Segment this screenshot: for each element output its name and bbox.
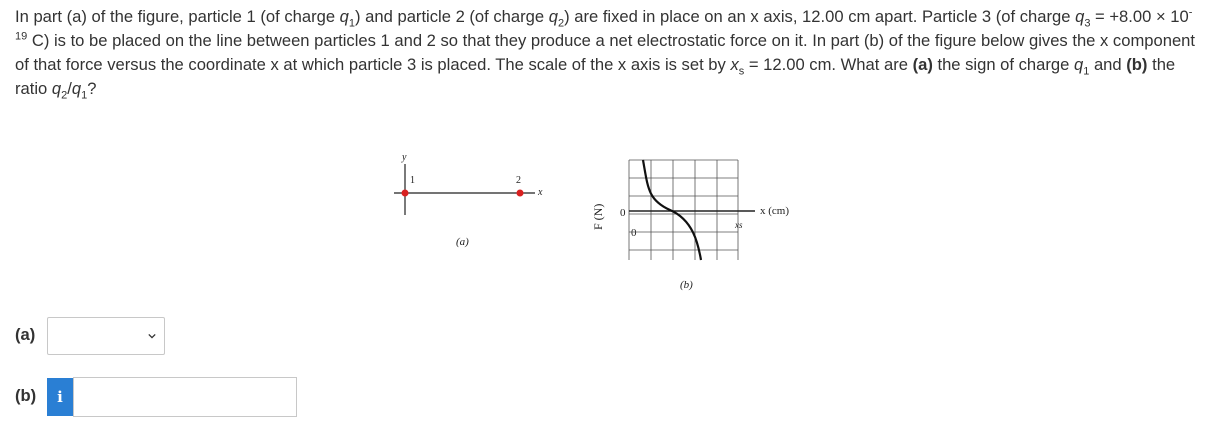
particle-1-label: 1: [410, 175, 415, 186]
caption-a: (a): [456, 236, 469, 248]
xs-label: xs: [735, 220, 743, 230]
axis-y-label: y: [402, 152, 407, 163]
sign-select[interactable]: [47, 317, 165, 355]
particle-2: [517, 190, 524, 197]
figure-a: [394, 152, 543, 248]
particle-2-label: 2: [516, 175, 521, 186]
figure: [380, 148, 820, 298]
zero-y-label: 0: [620, 207, 626, 219]
axis-f-label: F (N): [591, 203, 605, 230]
question-text: In part (a) of the figure, particle 1 (of charge $q_1$) and particle 2 (of charge $q_2$) are fixed in place on an x axis, 12.00 cm apart. Particle 3 (of charge $q_3 = +8.00 \times 10^{-19}$ C) is to be placed on the line between particles 1 and 2 so that they produce a net electrostatic force on it. In part (b) of the figure below gives the x component of that force versus the coordinate x at which particle 3 is placed. The scale of the x axis is set by $x_s = 12.00$ cm. What are (a) the sign of charge $q_1$ and (b) the ratio $q_2/q_1$?: [15, 6, 1196, 102]
particle-1: [402, 190, 409, 197]
caption-b: (b): [680, 279, 693, 291]
chevron-down-icon: [148, 332, 156, 340]
figure-b: [591, 160, 789, 291]
force-curve: [643, 160, 701, 260]
zero-x-label: 0: [631, 227, 637, 239]
info-icon[interactable]: i: [47, 378, 73, 416]
axis-x-label: x: [538, 187, 543, 198]
axis-x-cm-label: x (cm): [760, 205, 790, 217]
ratio-input[interactable]: [73, 377, 297, 417]
answer-b-label: (b): [15, 386, 37, 405]
answer-a-label: (a): [15, 325, 36, 344]
